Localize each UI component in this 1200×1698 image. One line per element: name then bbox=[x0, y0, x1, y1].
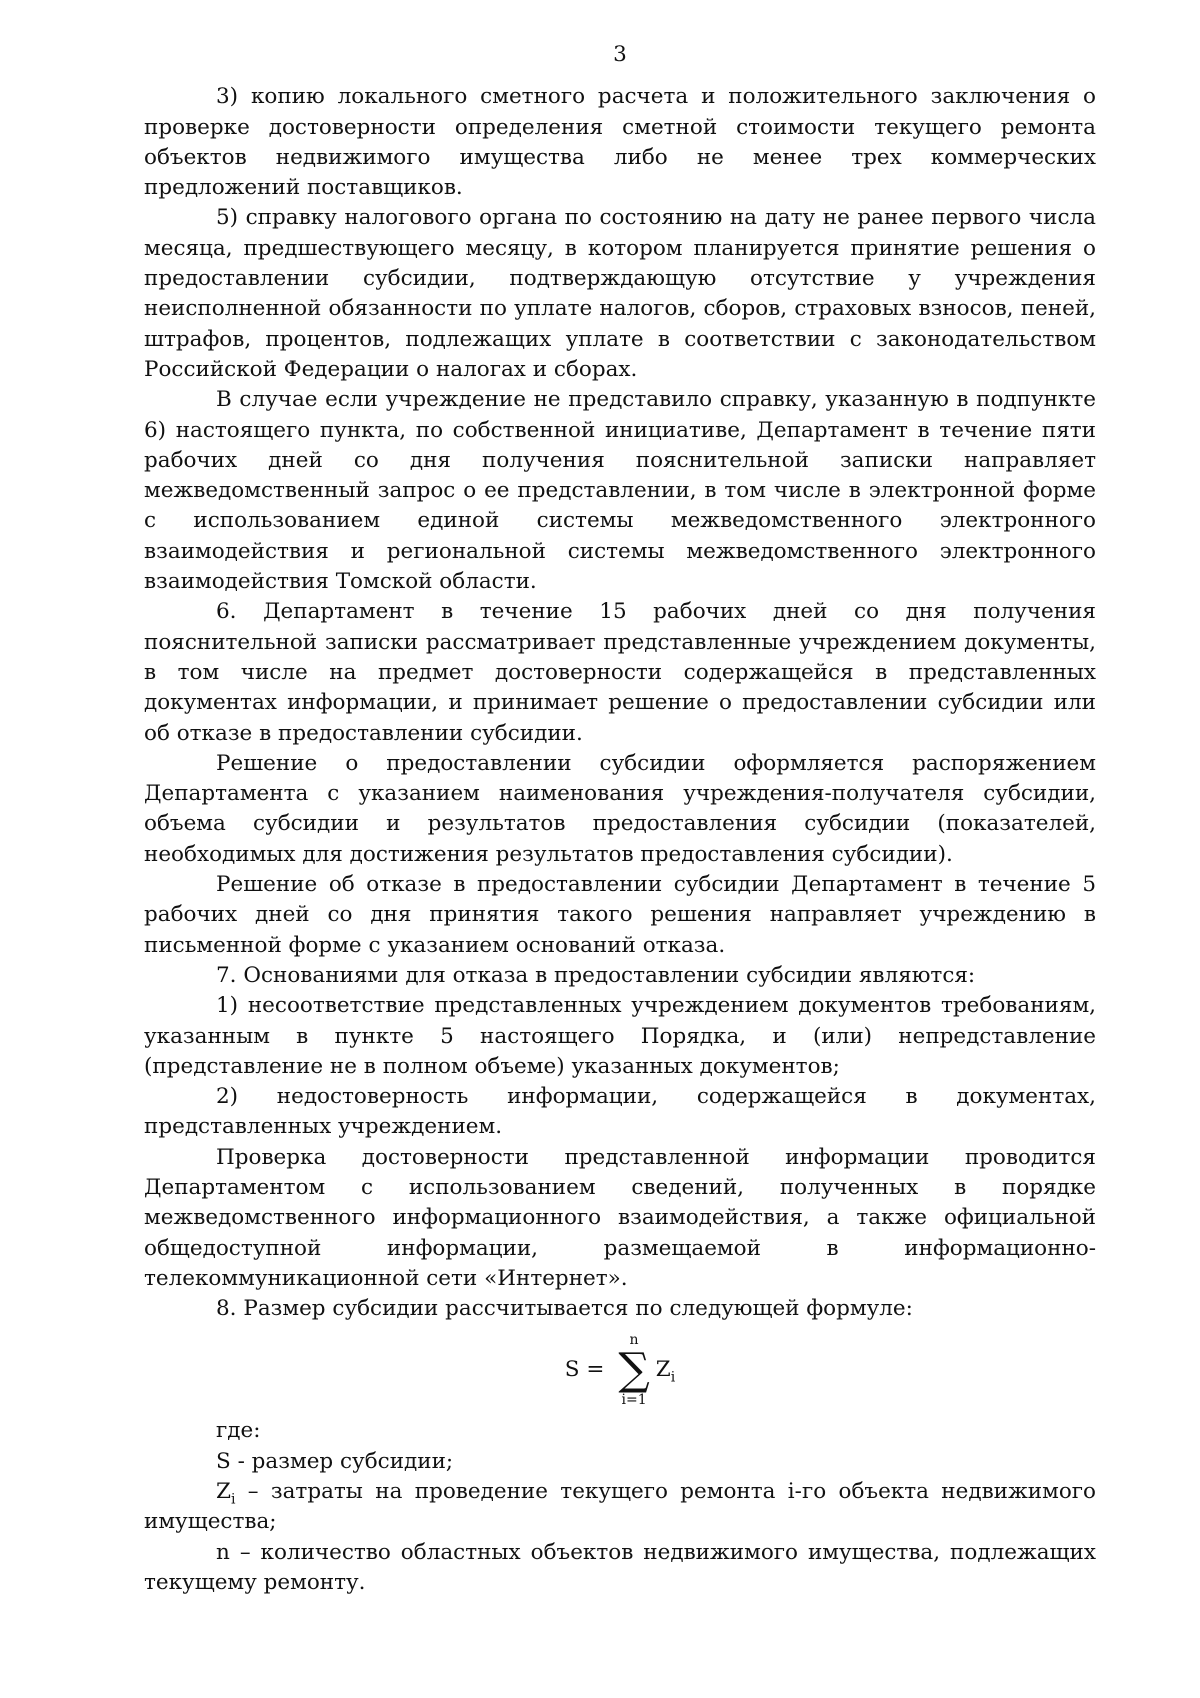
paragraph-decision-refusal: Решение об отказе в предоставлении субсидии Департамент в течение 5 рабочих дней со дня принятия такого решения направляет учреждению в письменной форме с указанием оснований отказа. bbox=[144, 872, 1096, 958]
paragraph-verification: Проверка достоверности представленной информации проводится Департаментом с использованием сведений, полученных в порядке межведомственного информационного взаимодействия, а также официальной общедоступной информации, размещаемой в информационно-телекоммуникационной сети «Интернет». bbox=[144, 1144, 1096, 1291]
paragraph-item-5: 5) справку налогового органа по состоянию на дату не ранее первого числа месяца, предшествующего месяцу, в котором планируется принятие решения о предоставлении субсидии, подтверждающую отсутствие у учреждения неисполненной обязанности по уплате налогов, сборов, страховых взносов, пеней, штрафов, процентов, подлежащих уплате в соответствии с законодательством Российской Федерации о налогах и сборах. bbox=[144, 205, 1096, 382]
formula-lhs: S = bbox=[564, 1357, 605, 1383]
paragraph-decision-grant: Решение о предоставлении субсидии оформляется распоряжением Департамента с указанием наименования учреждения-получателя субсидии, объема субсидии и результатов предоставления субсидии (показателей, необходимых для достижения результатов предоставления субсидии). bbox=[144, 750, 1096, 867]
where-label: где: bbox=[216, 1418, 261, 1444]
formula-lower-limit: i=1 bbox=[621, 1392, 647, 1409]
definition-z: $Z_i$ – затраты на проведение текущего ремонта i-го объекта недвижимого имущества; bbox=[144, 1479, 1096, 1535]
sigma-symbol: ∑ bbox=[618, 1344, 650, 1396]
definition-s: S - размер субсидии; bbox=[216, 1448, 454, 1474]
formula-upper-limit: n bbox=[629, 1332, 639, 1349]
subsidy-formula bbox=[144, 1324, 1096, 1416]
paragraph-item-3: 3) копию локального сметного расчета и положительного заключения о проверке достоверности определения сметной стоимости текущего ремонта объектов недвижимого имущества либо не менее трех коммерческих предложений поставщиков. bbox=[144, 84, 1096, 201]
paragraph-clause-7: 7. Основаниями для отказа в предоставлении субсидии являются: bbox=[216, 962, 976, 988]
paragraph-missing-certificate: В случае если учреждение не представило справку, указанную в подпункте 6) настоящего пункта, по собственной инициативе, Департамент в течение пяти рабочих дней со дня получения пояснительной записки направляет межведомственный запрос о ее представлении, в том числе в электронной форме с использованием единой системы межведомственного электронного взаимодействия и региональной системы межведомственного электронного взаимодействия Томской области. bbox=[144, 387, 1096, 595]
formula-term: $Z_i$ bbox=[655, 1357, 676, 1386]
paragraph-clause-8: 8. Размер субсидии рассчитывается по следующей формуле: bbox=[216, 1296, 913, 1322]
paragraph-refusal-ground-1: 1) несоответствие представленных учреждением документов требованиям, указанным в пункте 5 настоящего Порядка, и (или) непредставление (представление не в полном объеме) указанных документов; bbox=[144, 993, 1096, 1079]
definition-n: n – количество областных объектов недвижимого имущества, подлежащих текущему ремонту. bbox=[144, 1539, 1096, 1595]
paragraph-clause-6: 6. Департамент в течение 15 рабочих дней со дня получения пояснительной записки рассматривает представленные учреждением документы, в том числе на предмет достоверности содержащейся в представленных документах информации, и принимает решение о предоставлении субсидии или об отказе в предоставлении субсидии. bbox=[144, 599, 1096, 746]
page-number: 3 bbox=[613, 42, 627, 67]
formula-summation bbox=[618, 1332, 649, 1408]
paragraph-refusal-ground-2: 2) недостоверность информации, содержащейся в документах, представленных учреждением. bbox=[144, 1084, 1096, 1140]
